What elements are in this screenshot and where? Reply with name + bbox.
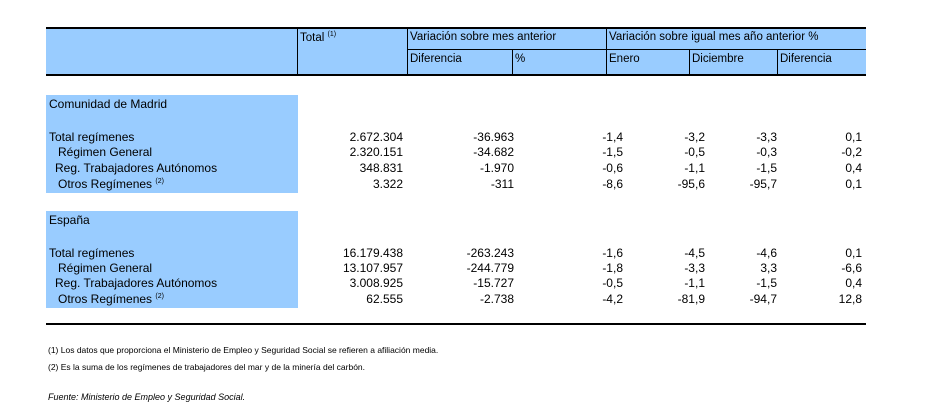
cell-diferencia: -34.682	[473, 145, 514, 159]
row-label-sup: (2)	[155, 293, 164, 300]
header-divider	[512, 50, 513, 75]
row-label: Reg. Trabajadores Autónomos	[55, 276, 218, 290]
cell-total: 348.831	[359, 161, 403, 175]
header-total	[300, 32, 336, 44]
cell-diciembre: -3,3	[756, 130, 777, 144]
section-title: Comunidad de Madrid	[49, 97, 168, 111]
cell-pct: -1,5	[602, 145, 623, 159]
cell-diciembre: 3,3	[760, 261, 777, 275]
cell-pct: -8,6	[602, 177, 623, 191]
row-label: Reg. Trabajadores Autónomos	[55, 161, 218, 175]
header-var-anio: Variación sobre igual mes año anterior %	[609, 31, 819, 43]
cell-total: 13.107.957	[342, 261, 403, 275]
header-bottom-rule	[46, 74, 866, 76]
cell-diciembre: -1,5	[756, 161, 777, 175]
cell-diferencia: -15.727	[473, 276, 514, 290]
footnote: (2) Es la suma de los regímenes de trabajadores del mar y de la minería del carbón.	[48, 362, 366, 372]
cell-diciembre: -94,7	[749, 292, 777, 306]
cell-diciembre: -1,5	[756, 276, 777, 290]
cell-pct: -0,5	[602, 276, 623, 290]
cell-diferencia: -311	[490, 177, 514, 191]
table-row	[46, 177, 866, 192]
cell-diferencia: -2.738	[479, 292, 514, 306]
header-enero: Enero	[609, 53, 640, 65]
header-pct: %	[515, 53, 526, 65]
cell-total: 3.008.925	[349, 276, 403, 290]
section-title: España	[49, 213, 90, 227]
header-diferencia2: Diferencia	[780, 53, 832, 65]
header-divider	[297, 28, 298, 75]
header-divider	[689, 50, 690, 75]
header-divider	[407, 28, 408, 75]
row-label: Total regímenes	[49, 130, 135, 144]
header-top-rule	[46, 27, 866, 29]
cell-pct: -1,6	[602, 246, 623, 260]
cell-enero: -4,5	[684, 246, 705, 260]
cell-enero: -0,5	[684, 145, 705, 159]
cell-pct: -0,6	[602, 161, 623, 175]
source-note: Fuente: Ministerio de Empleo y Seguridad Social.	[48, 392, 246, 402]
header-mid-rule	[407, 49, 866, 50]
cell-enero: -81,9	[677, 292, 705, 306]
cell-diciembre: -0,3	[756, 145, 777, 159]
cell-diferencia2: 0,1	[845, 177, 862, 191]
table-row	[46, 261, 866, 276]
header-divider	[777, 50, 778, 75]
cell-diferencia: -263.243	[466, 246, 514, 260]
table-row	[46, 276, 866, 291]
cell-diciembre: -4,6	[756, 246, 777, 260]
cell-total: 16.179.438	[342, 246, 403, 260]
row-label	[58, 177, 164, 192]
row-label: Régimen General	[58, 261, 153, 275]
table-row	[46, 145, 866, 160]
header-total-label: Total	[300, 32, 325, 44]
row-label	[58, 292, 164, 307]
cell-pct: -1,4	[602, 130, 623, 144]
cell-diciembre: -95,7	[749, 177, 777, 191]
cell-pct: -1,8	[602, 261, 623, 275]
cell-total: 3.322	[372, 177, 403, 191]
row-label: Total regímenes	[49, 246, 135, 260]
table-bottom-rule	[46, 323, 866, 325]
row-label: Régimen General	[58, 145, 153, 159]
header-diferencia: Diferencia	[410, 53, 462, 65]
header-total-sup: (1)	[327, 31, 337, 39]
cell-enero: -3,3	[684, 261, 705, 275]
row-label-text: Otros Regímenes	[58, 292, 153, 306]
header-var-mes: Variación sobre mes anterior	[410, 31, 557, 43]
cell-diferencia2: 12,8	[838, 292, 862, 306]
cell-total: 2.672.304	[349, 130, 403, 144]
cell-diferencia2: 0,1	[845, 130, 862, 144]
cell-enero: -95,6	[677, 177, 705, 191]
table-row	[46, 246, 866, 261]
cell-enero: -3,2	[684, 130, 705, 144]
row-label-sup: (2)	[155, 178, 164, 185]
cell-enero: -1,1	[684, 276, 705, 290]
cell-diferencia2: 0,1	[845, 246, 862, 260]
row-label-text: Otros Regímenes	[58, 177, 153, 191]
cell-pct: -4,2	[602, 292, 623, 306]
cell-total: 2.320.151	[349, 145, 403, 159]
cell-diferencia2: -6,6	[841, 261, 862, 275]
header-divider	[606, 28, 607, 75]
header-diciembre: Diciembre	[692, 53, 744, 65]
table-row	[46, 130, 866, 145]
table-row	[46, 292, 866, 307]
footnote: (1) Los datos que proporciona el Ministerio de Empleo y Seguridad Social se refieren a afiliación media.	[48, 345, 439, 355]
cell-diferencia2: 0,4	[845, 276, 862, 290]
cell-diferencia: -244.779	[466, 261, 514, 275]
cell-diferencia: -36.963	[473, 130, 514, 144]
cell-enero: -1,1	[684, 161, 705, 175]
cell-total: 62.555	[366, 292, 403, 306]
cell-diferencia2: -0,2	[841, 145, 862, 159]
cell-diferencia: -1.970	[479, 161, 514, 175]
table-row	[46, 161, 866, 176]
cell-diferencia2: 0,4	[845, 161, 862, 175]
